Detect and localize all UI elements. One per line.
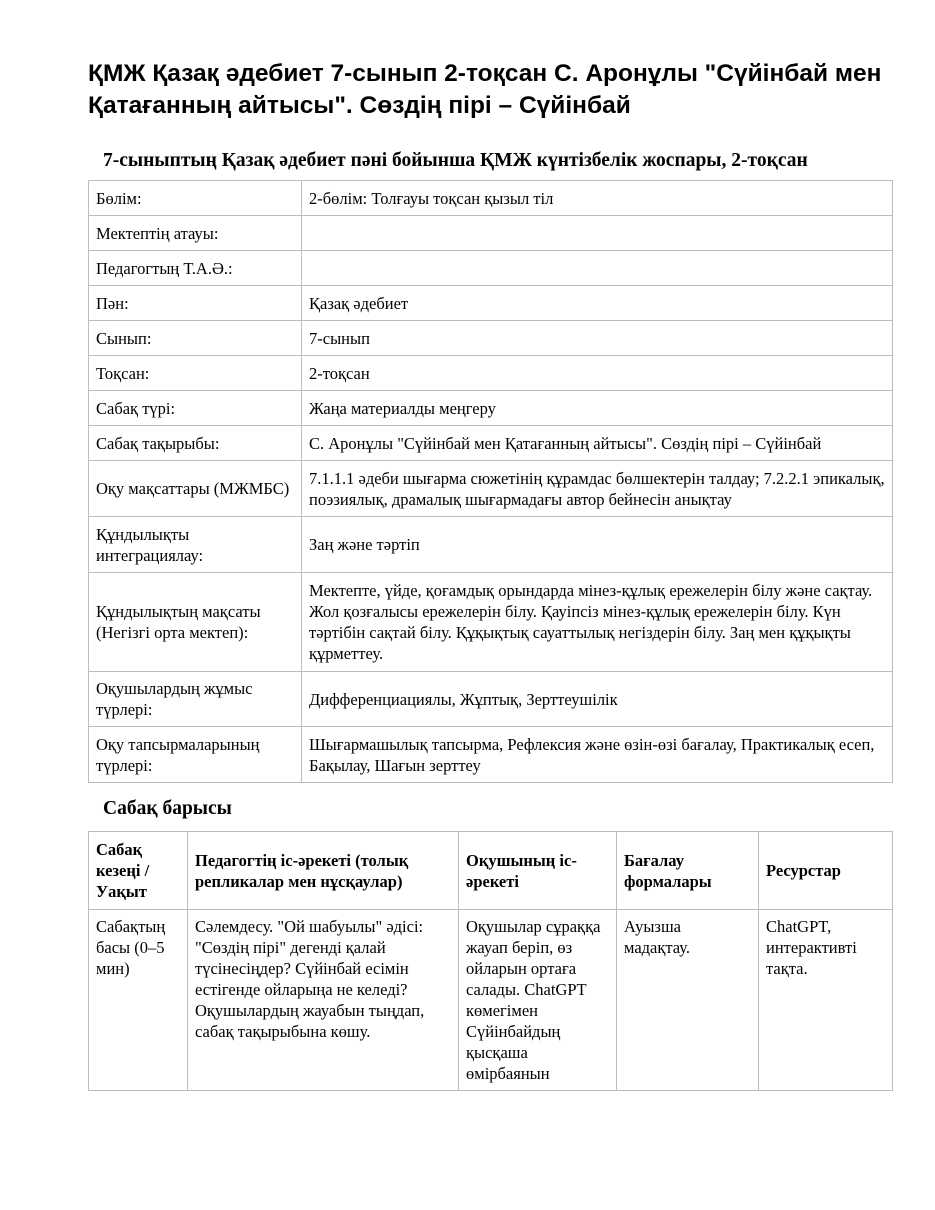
col-header-student-activity: Оқушының іс-әрекеті	[459, 832, 617, 910]
info-row-task-types	[89, 727, 893, 783]
info-value: 7.1.1.1 әдеби шығарма сюжетінің құрамдас бөлшектерін талдау; 7.2.2.1 эпикалық, поэзиялық, драмалық шығармадағы автор бейнесін анықтау	[302, 461, 893, 517]
info-row-quarter	[89, 356, 893, 391]
info-label: Құндылықтың мақсаты (Негізгі орта мектеп):	[89, 573, 302, 672]
info-heading: 7-сыныптың Қазақ әдебиет пәні бойынша ҚМЖ күнтізбелік жоспары, 2-тоқсан	[103, 150, 808, 171]
col-header-stage: Сабақ кезеңі / Уақыт	[89, 832, 188, 910]
info-value: 2-бөлім: Толғауы тоқсан қызыл тіл	[302, 181, 893, 216]
info-row-work-types	[89, 672, 893, 727]
info-value	[302, 251, 893, 286]
info-label: Оқу тапсырмаларының түрлері:	[89, 727, 302, 783]
info-value: 7-сынып	[302, 321, 893, 356]
info-row-grade	[89, 321, 893, 356]
info-value: С. Аронұлы "Сүйінбай мен Қатағанның айтысы". Сөздің пірі – Сүйінбай	[302, 426, 893, 461]
info-row-lesson-type	[89, 391, 893, 426]
document-title: ҚМЖ Қазақ әдебиет 7-сынып 2-тоқсан С. Аронұлы "Сүйінбай мен Қатағанның айтысы". Сөздің пірі – Сүйінбай	[88, 60, 882, 119]
info-value	[302, 216, 893, 251]
lesson-heading: Сабақ барысы	[103, 798, 232, 819]
info-value: Мектепте, үйде, қоғамдық орындарда мінез-құлық ережелерін білу және сақтау. Жол қозғалысы ережелерін білу. Қауіпсіз мінез-құлық ережелерін білу. Күн тәртібін сақтай білу. Құқықтық сауаттылық негіздерін білу. Заң мен құқықты құрметтеу.	[302, 573, 893, 672]
info-label: Оқушылардың жұмыс түрлері:	[89, 672, 302, 727]
document-page	[88, 58, 893, 1091]
lesson-header-row	[89, 832, 893, 910]
info-label: Құндылықты интеграциялау:	[89, 517, 302, 573]
info-row-teacher	[89, 251, 893, 286]
info-label: Сабақ тақырыбы:	[89, 426, 302, 461]
info-row-section	[89, 181, 893, 216]
info-row-values-goal	[89, 573, 893, 672]
lesson-flow-table	[88, 831, 893, 1091]
info-value: Жаңа материалды меңгеру	[302, 391, 893, 426]
info-value: Заң және тәртіп	[302, 517, 893, 573]
col-header-resources: Ресурстар	[759, 832, 893, 910]
lesson-stage: Сабақтың басы (0–5 мин)	[89, 910, 188, 1091]
assessment-form: Ауызша мадақтау.	[617, 910, 759, 1091]
resources: ChatGPT, интерактивті тақта.	[759, 910, 893, 1091]
student-activity: Оқушылар сұраққа жауап беріп, өз ойларын ортаға салады. ChatGPT көмегімен Сүйінбайдың қысқаша өмірбаянын	[459, 910, 617, 1091]
info-value: Дифференциациялы, Жұптық, Зерттеушілік	[302, 672, 893, 727]
col-header-teacher-activity: Педагогтің іс-әрекеті (толық репликалар мен нұсқаулар)	[188, 832, 459, 910]
info-label: Мектептің атауы:	[89, 216, 302, 251]
info-row-subject	[89, 286, 893, 321]
info-label: Тоқсан:	[89, 356, 302, 391]
info-label: Педагогтың Т.А.Ә.:	[89, 251, 302, 286]
info-label: Сынып:	[89, 321, 302, 356]
info-value: Қазақ әдебиет	[302, 286, 893, 321]
lesson-info-table	[88, 180, 893, 783]
info-label: Бөлім:	[89, 181, 302, 216]
teacher-activity: Сәлемдесу. "Ой шабуылы" әдісі: "Сөздің пірі" дегенді қалай түсінесіңдер? Сүйінбай есімін естігенде ойларыңа не келеді? Оқушылардың жауабын тыңдап, сабақ тақырыбына көшу.	[188, 910, 459, 1091]
info-row-values	[89, 517, 893, 573]
info-label: Пән:	[89, 286, 302, 321]
info-value: Шығармашылық тапсырма, Рефлексия және өзін-өзі бағалау, Практикалық есеп, Бақылау, Шағын зерттеу	[302, 727, 893, 783]
info-row-school	[89, 216, 893, 251]
col-header-assessment: Бағалау формалары	[617, 832, 759, 910]
info-row-lesson-topic	[89, 426, 893, 461]
info-label: Оқу мақсаттары (МЖМБС)	[89, 461, 302, 517]
info-label: Сабақ түрі:	[89, 391, 302, 426]
table-row	[89, 910, 893, 1091]
info-value: 2-тоқсан	[302, 356, 893, 391]
info-row-objectives	[89, 461, 893, 517]
